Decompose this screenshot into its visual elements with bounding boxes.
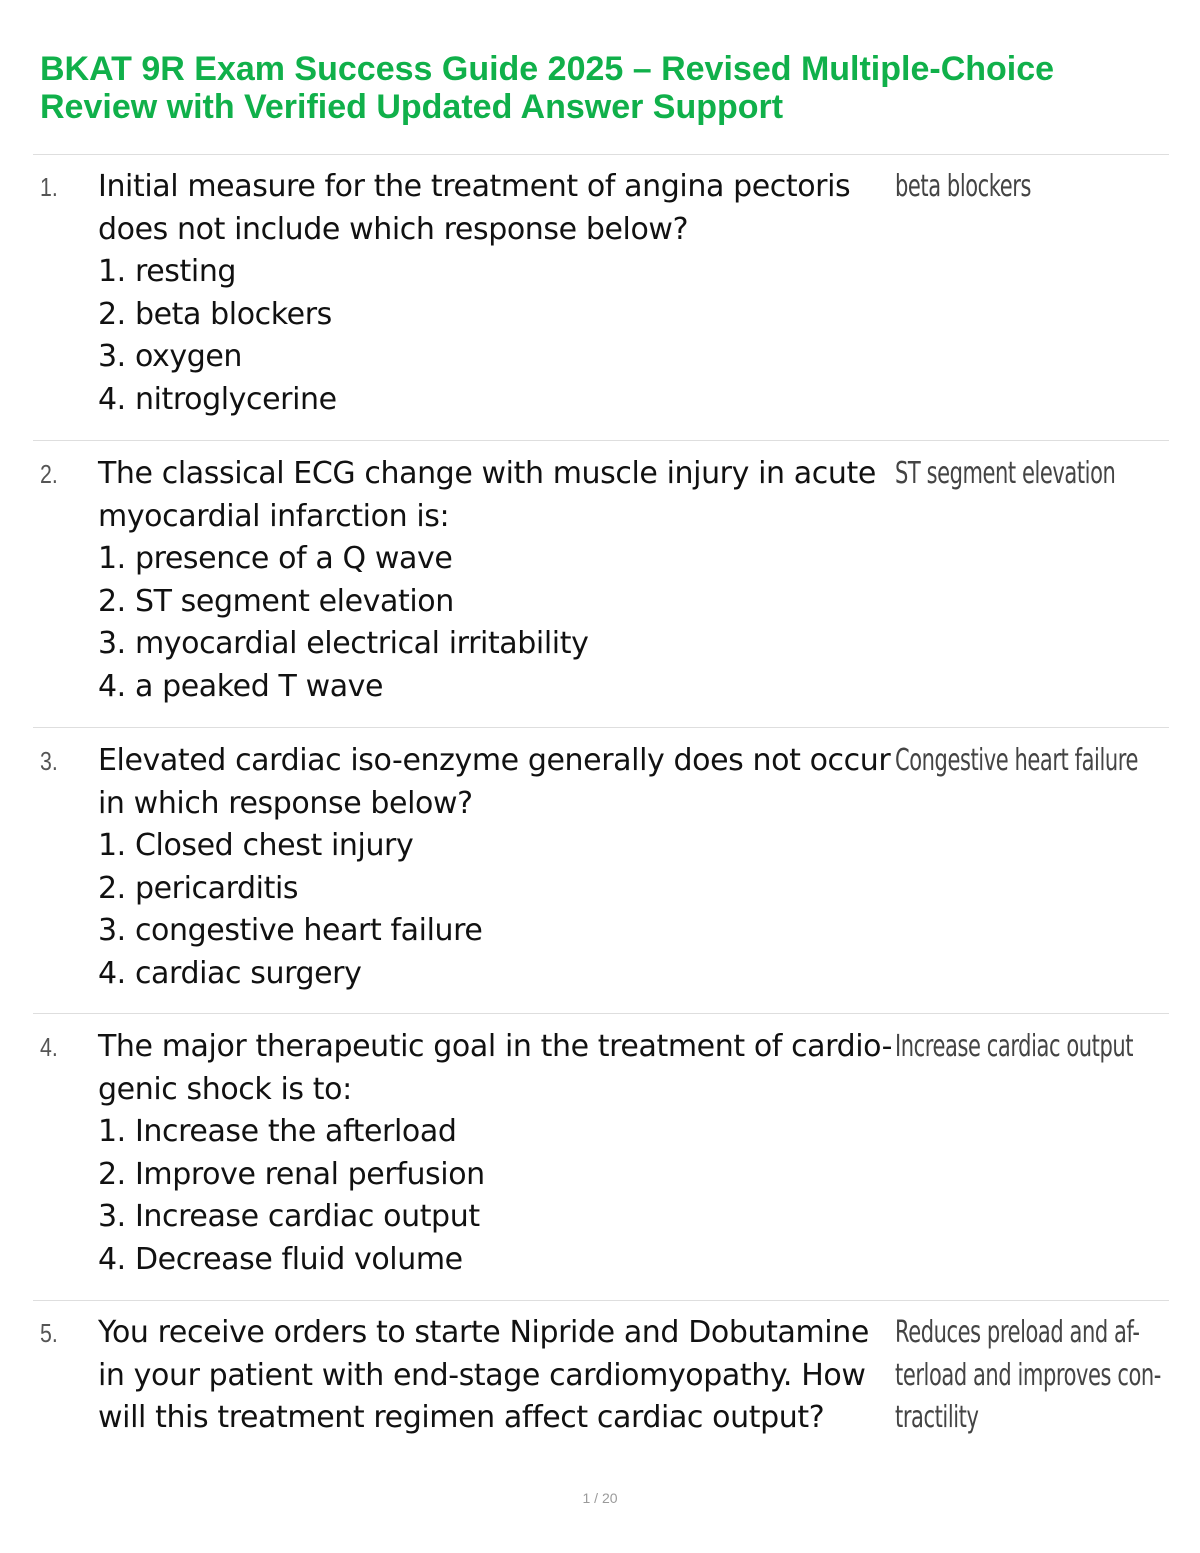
question-number: 5. [40,1318,58,1348]
answer-line: Congestive heart failure [895,743,1138,778]
question-line: will this treatment regimen affect cardiac output? [98,1400,825,1435]
question-line: The major therapeutic goal in the treatment of cardio- [98,1029,893,1064]
question-line: in your patient with end-stage cardiomyopathy. How [98,1357,866,1393]
option-line: 4. a peaked T wave [98,668,384,704]
option-line: 2. beta blockers [98,296,332,332]
option-line: 1. Closed chest injury [98,828,414,863]
divider [33,440,1169,441]
question-text [98,1312,888,1440]
answer [895,1312,1161,1440]
answer-line: terload and improves con- [895,1357,1161,1393]
question-line: Initial measure for the treatment of angina pectoris [98,169,851,204]
title-line: Review with Verified Updated Answer Support [40,88,784,126]
option-line: 1. Increase the afterload [98,1114,457,1149]
question-line: You receive orders to starte Nipride and Dobutamine [98,1315,869,1350]
question-text [98,166,888,421]
question-line: myocardial infarction is: [98,498,450,534]
option-line: 3. myocardial electrical irritability [98,626,589,661]
answer [895,1026,1134,1069]
question-line: in which response below? [98,785,473,821]
question-text [98,740,891,995]
option-line: 1. presence of a Q wave [98,541,453,576]
question-number: 1. [40,172,58,202]
divider [33,154,1169,155]
question-text [98,453,888,708]
option-line: 4. cardiac surgery [98,955,362,991]
answer [895,740,1138,783]
question-text [98,1026,893,1281]
option-line: 4. Decrease fluid volume [98,1241,463,1277]
question-number: 2. [40,459,58,489]
option-line: 2. ST segment elevation [98,583,454,619]
option-line: 1. resting [98,254,237,289]
question-line: Elevated cardiac iso-enzyme generally does not occur [98,743,891,778]
option-line: 3. Increase cardiac output [98,1199,480,1234]
option-line: 3. congestive heart failure [98,913,483,948]
option-line: 3. oxygen [98,339,243,374]
question-number: 3. [40,746,58,776]
answer-line: ST segment elevation [895,456,1116,491]
title-line: BKAT 9R Exam Success Guide 2025 – Revised Multiple-Choice [40,50,1055,88]
answer-line: Reduces preload and af- [895,1315,1140,1350]
option-line: 4. nitroglycerine [98,381,337,417]
divider [33,1013,1169,1014]
option-line: 2. Improve renal perfusion [98,1156,485,1192]
answer-line: Increase cardiac output [895,1029,1134,1064]
page-indicator: 1 / 20 [582,1490,618,1506]
question-line: genic shock is to: [98,1071,352,1107]
answer [895,453,1126,496]
answer-line: tractility [895,1400,979,1435]
answer-line: beta blockers [895,169,1032,204]
question-number: 4. [40,1032,58,1062]
divider [33,727,1169,728]
divider [33,1300,1169,1301]
question-line: The classical ECG change with muscle injury in acute [98,456,876,491]
answer [895,166,1126,209]
option-line: 2. pericarditis [98,870,299,906]
page-title [40,50,1160,126]
question-line: does not include which response below? [98,211,689,247]
